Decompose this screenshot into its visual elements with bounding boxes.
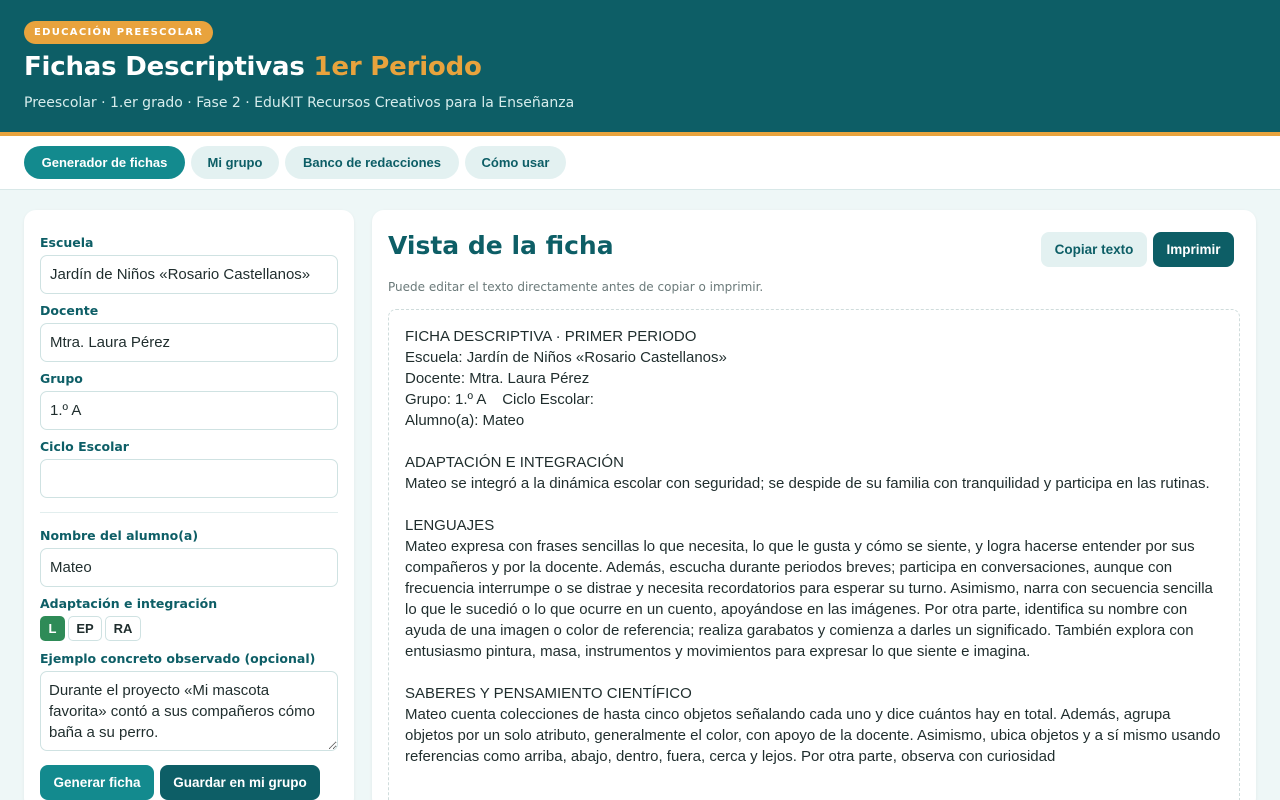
tab-mi-grupo[interactable]: Mi grupo <box>191 146 279 179</box>
title-accent: 1er Periodo <box>313 52 482 82</box>
form-panel <box>24 210 354 800</box>
ejemplo-label: Ejemplo concreto observado (opcional) <box>40 651 316 666</box>
alumno-input[interactable] <box>40 548 338 587</box>
grupo-label: Grupo <box>40 371 83 386</box>
docente-label: Docente <box>40 303 99 318</box>
section-text-lenguajes: Mateo expresa con frases sencillas lo que necesita, lo que le gusta y cómo se siente, y logra hacerse entender por sus compañeros y por la docente. Además, escucha durante periodos breves; participa en conversaciones, aunque con frecuencia interrumpe o se distrae y necesita recordatorios para esperar su turno. Asimismo, narra con secuencia sencilla lo que le sucedió o lo que ocurre en un cuento, apoyándose en las imágenes. Por otra parte, identifica su nombre con ayuda de una imagen o color de referencia; realiza garabatos y comienza a darles un significado. También explora con entusiasmo pintura, masa, instrumentos y movimientos para expresar lo que siente e imagina. <box>405 538 1213 660</box>
ficha-document[interactable] <box>388 309 1240 800</box>
section-title-saberes: SABERES Y PENSAMIENTO CIENTÍFICO <box>405 685 692 702</box>
ejemplo-textarea[interactable] <box>40 671 338 751</box>
doc-grupo: Grupo: 1.º A Ciclo Escolar: <box>405 391 594 408</box>
print-button[interactable]: Imprimir <box>1153 232 1234 267</box>
page-subtitle: Preescolar · 1.er grado · Fase 2 · EduKIT Recursos Creativos para la Enseñanza <box>24 95 575 111</box>
doc-escuela: Escuela: Jardín de Niños «Rosario Castellanos» <box>405 349 727 366</box>
doc-alumno: Alumno(a): Mateo <box>405 412 525 429</box>
adaptacion-option-ra[interactable]: RA <box>105 616 141 641</box>
section-text-adaptacion: Mateo se integró a la dinámica escolar con seguridad; se despide de su familia con tranquilidad y participa en las rutinas. <box>405 475 1210 492</box>
preview-panel <box>372 210 1256 800</box>
ciclo-input[interactable] <box>40 459 338 498</box>
escuela-label: Escuela <box>40 235 94 250</box>
ciclo-label: Ciclo Escolar <box>40 439 129 454</box>
copy-text-button[interactable]: Copiar texto <box>1041 232 1147 267</box>
page-title <box>24 52 482 82</box>
doc-heading: FICHA DESCRIPTIVA · PRIMER PERIODO <box>405 328 697 345</box>
guardar-grupo-button[interactable]: Guardar en mi grupo <box>160 765 320 800</box>
tab-bar <box>0 136 1280 190</box>
alumno-label: Nombre del alumno(a) <box>40 528 199 543</box>
preview-title: Vista de la ficha <box>388 231 614 260</box>
section-text-saberes: Mateo cuenta colecciones de hasta cinco objetos señalando cada uno y dice cuántos hay en total. Además, agrupa objetos por un solo atributo, generalmente el color, con apoyo de la docente. Asimismo, ubica objetos y a sí mismo usando referencias como arriba, abajo, dentro, fuera, cerca y lejos. Por otra parte, observa con curiosidad <box>405 706 1221 765</box>
level-badge: EDUCACIÓN PREESCOLAR <box>24 21 213 44</box>
docente-input[interactable] <box>40 323 338 362</box>
doc-docente: Docente: Mtra. Laura Pérez <box>405 370 590 387</box>
escuela-input[interactable] <box>40 255 338 294</box>
app-header <box>0 0 1280 136</box>
adaptacion-option-l[interactable]: L <box>40 616 65 641</box>
tab-generador[interactable]: Generador de fichas <box>24 146 185 179</box>
tab-como-usar[interactable]: Cómo usar <box>465 146 566 179</box>
tab-banco-redacciones[interactable]: Banco de redacciones <box>285 146 459 179</box>
generar-ficha-button[interactable]: Generar ficha <box>40 765 154 800</box>
section-title-lenguajes: LENGUAJES <box>405 517 495 534</box>
preview-hint: Puede editar el texto directamente antes de copiar o imprimir. <box>388 280 764 294</box>
adaptacion-label: Adaptación e integración <box>40 596 218 611</box>
section-title-adaptacion: ADAPTACIÓN E INTEGRACIÓN <box>405 454 624 471</box>
form-divider <box>40 512 338 513</box>
adaptacion-option-ep[interactable]: EP <box>68 616 102 641</box>
title-main: Fichas Descriptivas <box>24 52 305 82</box>
grupo-input[interactable] <box>40 391 338 430</box>
